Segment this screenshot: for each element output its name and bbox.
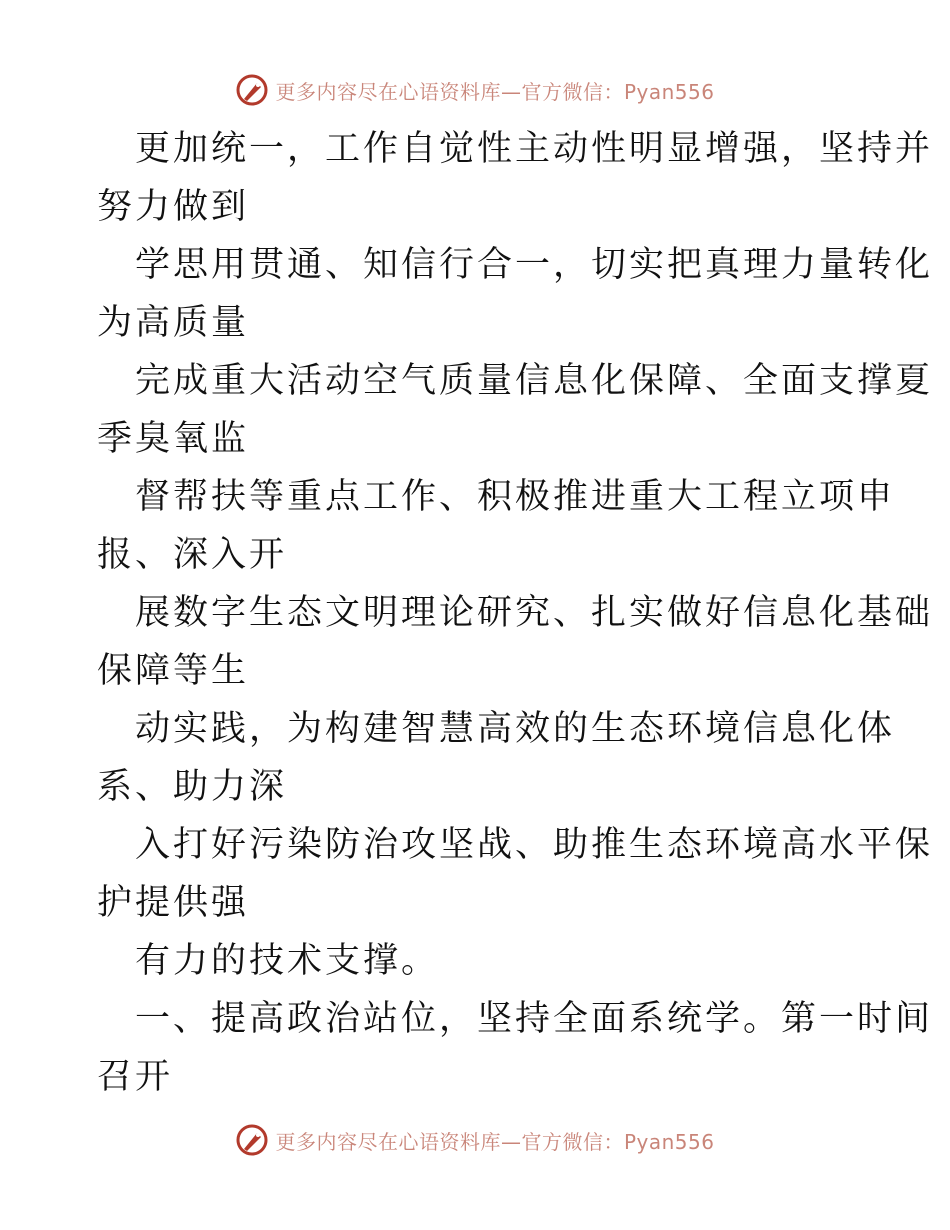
header-banner <box>0 70 950 110</box>
body-line: 展数字生态文明理论研究、扎实做好信息化基础 <box>135 593 934 633</box>
body-line: 护提供强 <box>97 883 250 923</box>
body-line: 督帮扶等重点工作、积极推进重大工程立项申 <box>135 477 896 517</box>
document-body <box>97 120 934 1106</box>
body-line: 学思用贯通、知信行合一，切实把真理力量转化 <box>135 245 934 285</box>
body-line: 保障等生 <box>97 651 250 691</box>
body-line: 一、提高政治站位，坚持全面系统学。第一时间 <box>135 999 934 1039</box>
pen-nib-logo-icon <box>235 73 269 107</box>
header-banner-text: 更多内容尽在心语资料库—官方微信：Pyan556 <box>275 79 715 104</box>
body-line: 努力做到 <box>97 187 250 227</box>
pen-nib-logo-icon <box>235 1123 269 1157</box>
footer-banner-text: 更多内容尽在心语资料库—官方微信：Pyan556 <box>275 1129 715 1154</box>
body-line: 季臭氧监 <box>97 419 250 459</box>
body-line: 更加统一，工作自觉性主动性明显增强，坚持并 <box>135 129 934 169</box>
body-line: 为高质量 <box>97 303 250 343</box>
body-line: 系、助力深 <box>97 767 288 807</box>
body-line: 有力的技术支撑。 <box>135 941 440 981</box>
body-line: 报、深入开 <box>97 535 288 575</box>
footer-banner <box>0 1120 950 1160</box>
body-line: 动实践，为构建智慧高效的生态环境信息化体 <box>135 709 896 749</box>
body-line: 完成重大活动空气质量信息化保障、全面支撑夏 <box>135 361 934 401</box>
body-line: 召开 <box>97 1057 174 1097</box>
body-line: 入打好污染防治攻坚战、助推生态环境高水平保 <box>135 825 934 865</box>
